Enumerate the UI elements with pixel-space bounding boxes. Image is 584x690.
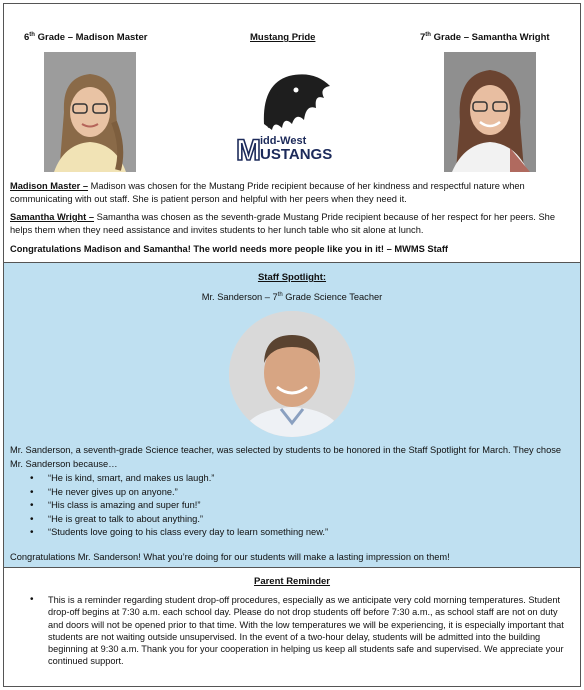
parent-reminder-text: This is a reminder regarding student drop-off procedures, especially as we anticipate very cold morning temperatures. Student drop-off begins at 7:30 a.m. each school day. Please do not drop students off before 7:30 a.m., as school staff are not on duty and doors will not be opened prior to that time. With the low temperatures we will be experiencing, it is especially important that students are not waiting outside unsupervised. In the event of a two-hour delay, students will be admitted into the building beginning at 9:30 a.m. Thank you for your cooperation in helping us keep all students safe and supervised. We appreciate your continued support. bbox=[48, 595, 564, 667]
sanderson-photo bbox=[229, 311, 355, 437]
staff-spotlight-title: Staff Spotlight: bbox=[257, 272, 327, 283]
mustang-pride-section bbox=[4, 4, 580, 262]
staff-spotlight-subtitle: Mr. Sanderson – 7th Grade Science Teacher bbox=[201, 292, 383, 303]
samantha-description: Samantha Wright – Samantha was chosen as the seventh-grade Mustang Pride recipient because of her respect for her peers. She helps them when they need assistance and invites students to her lunch table who sit alone at lunch. bbox=[10, 212, 556, 235]
madison-description: Madison Master – Madison was chosen for the Mustang Pride recipient because of her kindness and respectful nature when communicating with out staff. She is patient person and helpful with her peers when they need it. bbox=[10, 181, 525, 204]
list-item: • “He is kind, smart, and makes us laugh.” bbox=[30, 472, 550, 486]
list-item: • “Students love going to his class every day to learn something new.” bbox=[30, 526, 550, 540]
list-item: • “He never gives up on anyone.” bbox=[30, 486, 550, 500]
logo-line2: USTANGS bbox=[260, 146, 333, 163]
seventh-grade-heading: 7th Grade – Samantha Wright bbox=[420, 32, 550, 44]
logo-letter-m: M bbox=[236, 134, 261, 164]
staff-spotlight-closing: Congratulations Mr. Sanderson! What you’re doing for our students will make a lasting impression on them! bbox=[10, 552, 450, 562]
bullet-icon: • bbox=[30, 594, 34, 605]
mustang-pride-heading: Mustang Pride bbox=[250, 32, 316, 43]
staff-spotlight-section bbox=[4, 262, 580, 568]
staff-spotlight-intro: Mr. Sanderson, a seventh-grade Science teacher, was selected by students to be honored in the Staff Spotlight for March. They chose Mr. Sanderson because… bbox=[10, 445, 562, 469]
parent-reminder-title: Parent Reminder bbox=[253, 576, 331, 587]
list-item: • “He is great to talk to about anything.” bbox=[30, 513, 550, 527]
parent-reminder-section bbox=[4, 568, 580, 688]
logo-line1: idd-West bbox=[260, 135, 307, 147]
congratulations-line: Congratulations Madison and Samantha! The world needs more people like you in it! – MWMS Staff bbox=[10, 244, 449, 254]
madison-photo bbox=[44, 52, 136, 172]
list-item: • “His class is amazing and super fun!” bbox=[30, 499, 550, 513]
samantha-photo bbox=[444, 52, 536, 172]
mustangs-logo bbox=[234, 64, 344, 164]
student-quotes-list bbox=[30, 472, 550, 540]
sixth-grade-heading: 6th Grade – Madison Master bbox=[24, 32, 148, 44]
newsletter-page bbox=[3, 3, 581, 687]
